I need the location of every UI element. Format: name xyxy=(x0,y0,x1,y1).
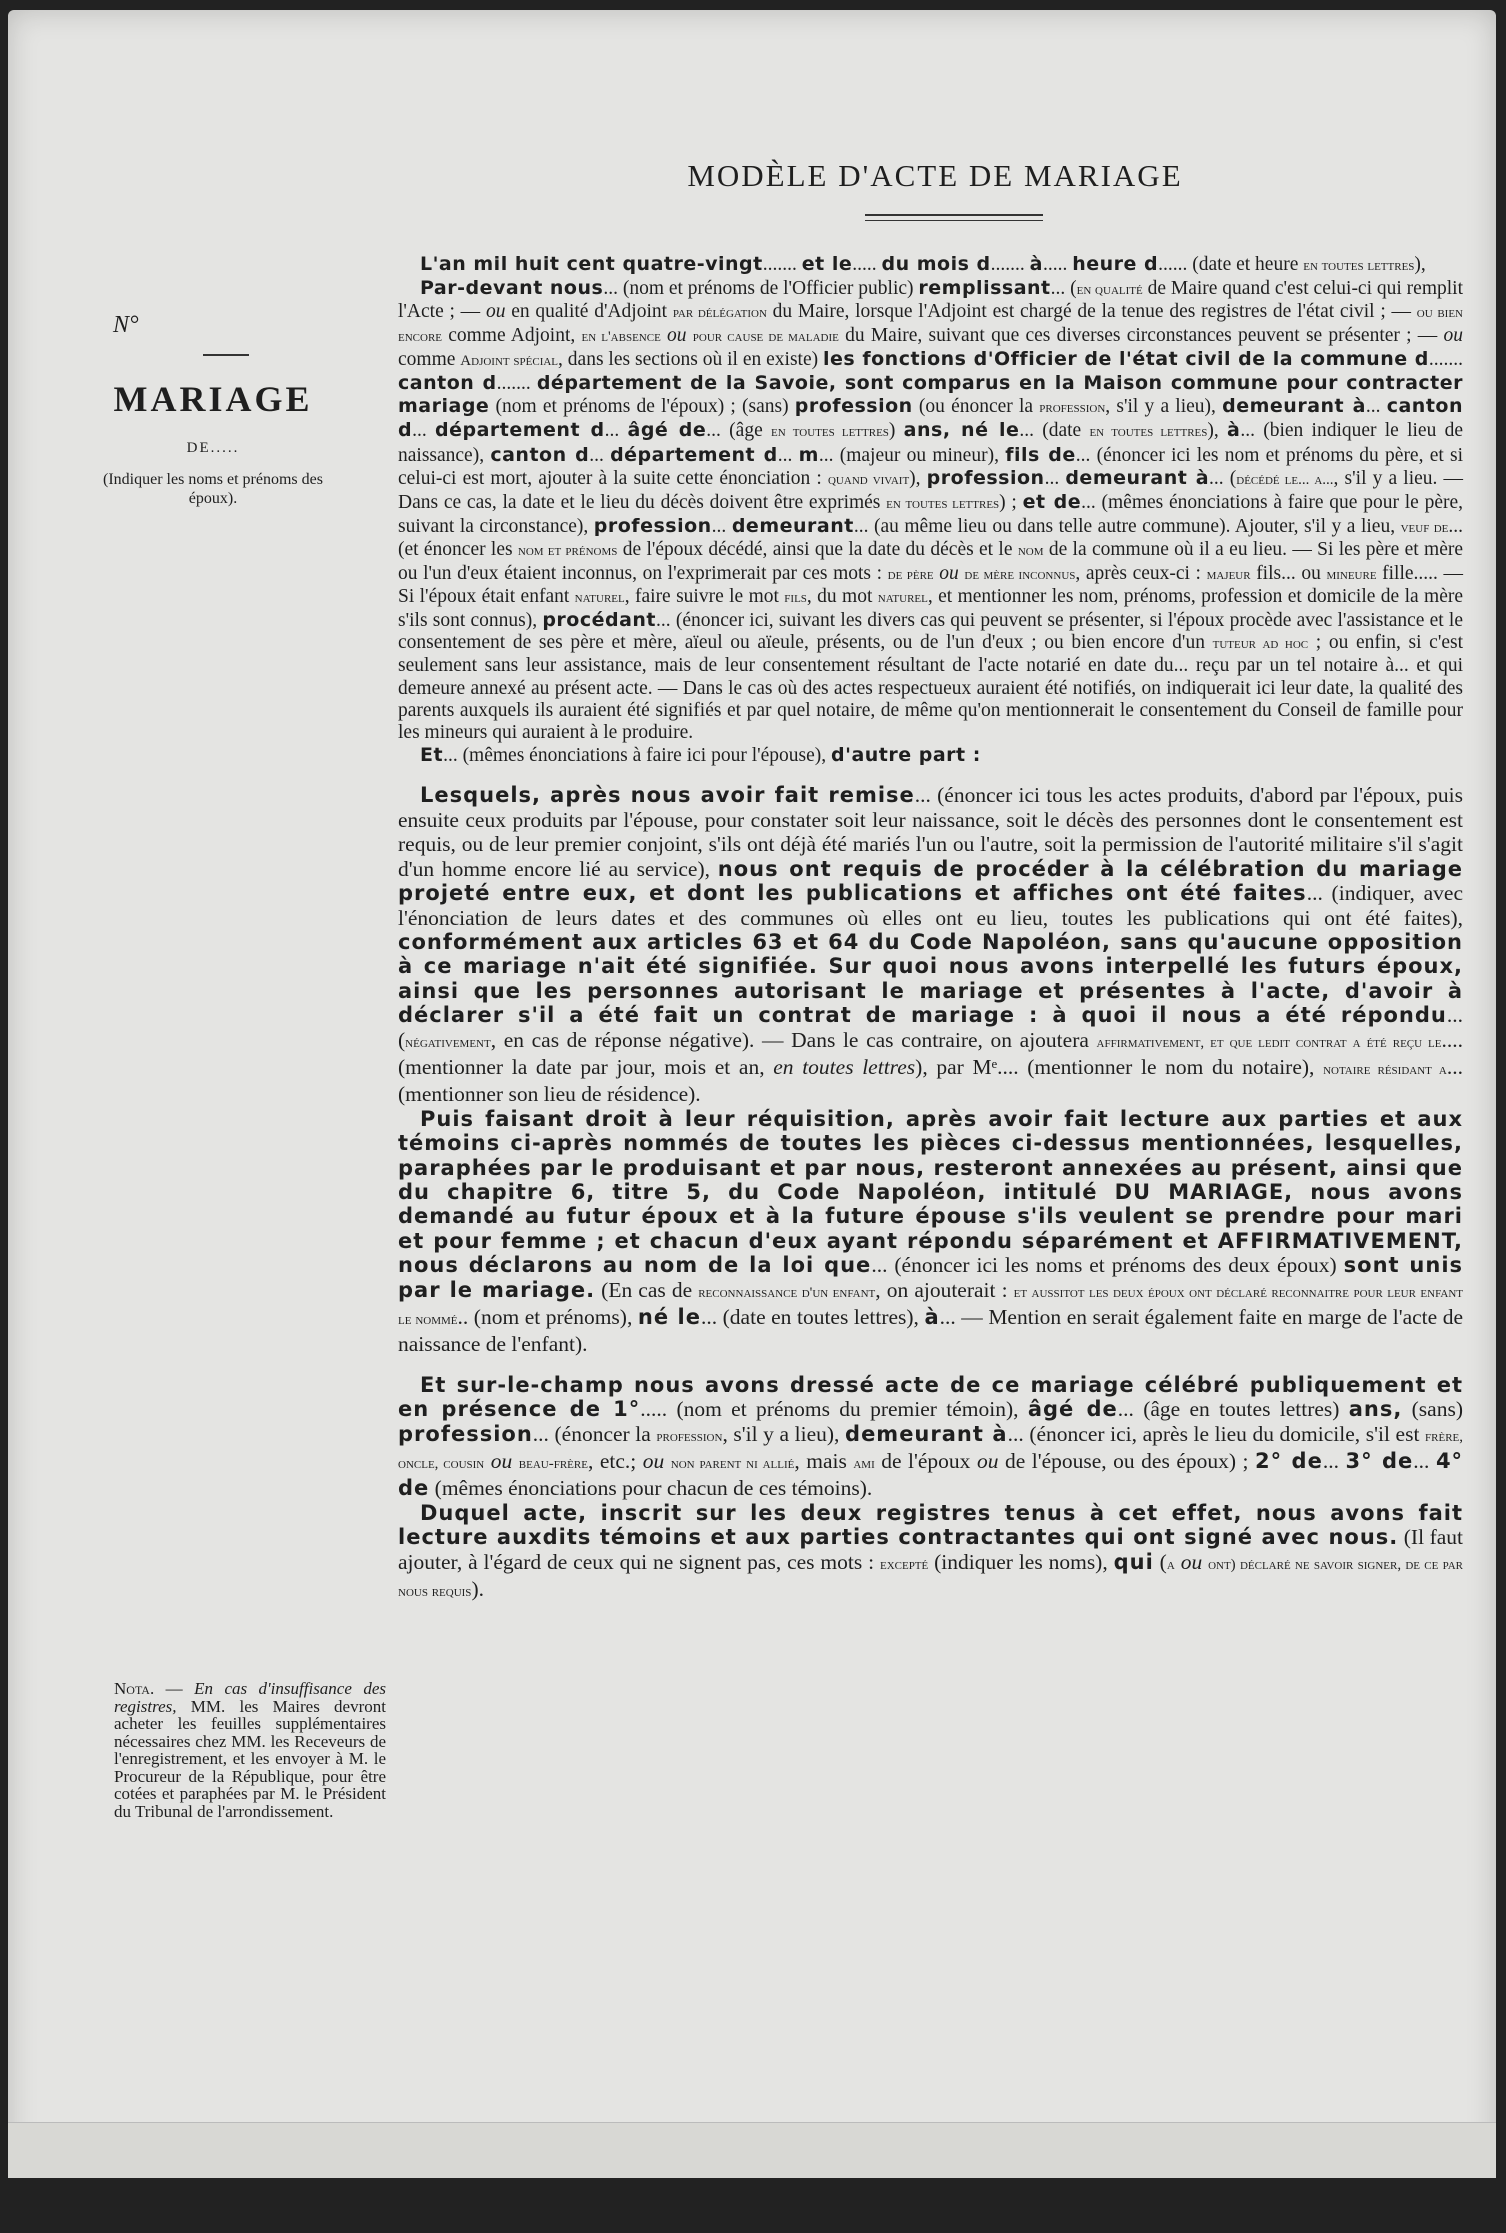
bold-run: 2° de xyxy=(1255,1449,1323,1474)
bold-run: m xyxy=(798,443,819,466)
act-body xyxy=(398,253,1463,1604)
nota-text: MM. les Maires devront acheter les feuilles supplémentaires nécessaires chez MM. les Receveurs de l'enregistrement, et les envoyer à M. le Procureur de la République, pour être cotées et paraphées par M. le Président du Tribunal de l'arrondissement. xyxy=(114,1696,386,1821)
paragraph-date xyxy=(398,253,1463,277)
small-caps-run: en toutes lettres xyxy=(886,496,1000,513)
text-run: , s'il y a lieu), xyxy=(722,1421,846,1446)
bold-run: âgé de xyxy=(1027,1397,1118,1422)
bold-run: remplissant xyxy=(918,277,1051,300)
text-run: (ou énoncer la xyxy=(912,396,1040,418)
nota-note: Nota. — En cas d'insuffisance des registres, MM. les Maires devront acheter les feuilles supplémentaires nécessaires chez MM. les Receveurs de l'enregistrement, et les envoyer à M. le Procureur de la République, pour être cotées et paraphées par M. le Président du Tribunal de l'arrondissement. xyxy=(114,1679,387,1821)
small-caps-run: veuf de xyxy=(1400,520,1449,537)
bold-run: Puis faisant droit à leur réquisition, après avoir fait lecture aux parties et aux témoins ci-après nommés de toutes les pièces ci-dessus mentionnées, lesquelles, paraphées par le produisant et par nous, resteront annexées au présent, ainsi que du chapitre 6, titre 5, du Code Napoléon, intitulé DU MARIAGE, nous avons demandé au futur époux et à la future épouse s'ils veulent se prendre pour mari et pour femme ; et chacun d'eux ayant répondu séparément et AFFIRMATIVEMENT, nous déclarons au nom de la loi que xyxy=(398,1106,1463,1278)
text-run: ), par Mᵉ.... (mentionner le nom du notaire), xyxy=(915,1054,1324,1079)
bold-run: département de la Savoie, sont comparus en la Maison commune pour contracter mariage xyxy=(398,372,1463,418)
small-caps-run: majeur xyxy=(1206,566,1251,583)
text-run: de l'époux xyxy=(874,1449,977,1474)
text-run: de l'époux décédé, ainsi que la date du décès et le xyxy=(617,539,1018,561)
text-run: comme xyxy=(398,348,461,370)
text-run: ), xyxy=(1414,254,1426,275)
text-run: , du mot xyxy=(806,585,878,607)
paragraph-declaration xyxy=(398,1107,1463,1357)
bold-run: et le xyxy=(801,253,853,275)
small-caps-run: nom xyxy=(1017,543,1044,560)
bold-run: département d xyxy=(434,419,605,442)
small-caps-run: par délégation xyxy=(672,305,767,322)
bold-run: à xyxy=(1029,253,1043,275)
bold-run: 3° de xyxy=(1345,1449,1414,1474)
italic-run: ou xyxy=(1180,1549,1203,1574)
text-run: , s'il y a lieu. — Dans ce cas, la date et le lieu du décès doivent être exprimés xyxy=(398,467,1464,514)
bold-run: ans, xyxy=(1348,1397,1403,1422)
bold-run: fils de xyxy=(1005,443,1076,466)
text-run: de la commune où il a eu lieu. — Si les père et mère ou l'un d'eux étaient inconnus, on l'exprimerait par ces mots : xyxy=(398,539,1463,584)
text-run: (sans) xyxy=(1402,1397,1463,1422)
text-run: ... (et énoncer les xyxy=(398,516,1464,561)
text-run: ... xyxy=(1322,1449,1346,1474)
text-run: ), xyxy=(909,467,927,489)
italic-run: ou xyxy=(667,324,687,346)
small-caps-run: en toutes lettres xyxy=(770,424,889,441)
text-run: , on ajouterait : xyxy=(875,1277,1014,1302)
bold-run: sont unis par le mariage. xyxy=(398,1253,1464,1302)
italic-run: ou xyxy=(485,301,506,323)
small-caps-run: a xyxy=(1166,1556,1175,1573)
text-run: ....... xyxy=(496,373,537,395)
italic-run: ou xyxy=(490,1449,513,1474)
text-run: ... (énoncer ici, après le lieu du domicile, s'il est xyxy=(1007,1421,1426,1446)
bold-run: et de xyxy=(1022,491,1082,514)
title-rule-thin xyxy=(865,220,1043,221)
italic-run: en toutes lettres xyxy=(773,1054,916,1079)
bold-run: procédant xyxy=(542,609,657,632)
text-run: ). xyxy=(471,1577,484,1602)
small-caps-run: ou bien encore xyxy=(398,305,1463,345)
text-run: ( xyxy=(1153,1549,1167,1574)
text-run: ... (mentionner son lieu de résidence). xyxy=(398,1054,1463,1107)
paragraph-bride xyxy=(398,744,1463,767)
text-run: ... (date xyxy=(1019,420,1090,442)
small-caps-run: décédé le... a... xyxy=(1236,471,1334,488)
text-run: ....... xyxy=(990,254,1030,275)
text-run: ... xyxy=(1413,1449,1436,1474)
bold-run: L'an mil huit cent quatre-vingt xyxy=(420,253,763,275)
text-run: comme Adjoint, xyxy=(442,324,582,346)
small-caps-run: naturel xyxy=(574,589,625,606)
text-run: ) ; xyxy=(999,492,1023,514)
italic-run: ou xyxy=(1443,324,1463,346)
text-run: ... (majeur ou mineur), xyxy=(818,444,1006,466)
small-caps-run: ami xyxy=(853,1456,875,1473)
text-run: ; ou enfin, si c'est seulement sans leur assistance, mais de leur consentement résultant de l'acte notarié en date du... reçu par un tel notaire à... et qui demeure annexé au présent acte. — Dans le cas où des actes respectueux auraient été notifiés, on indiquerait ici leur date, la qualité des parents auxquels ils auraient été signifiés et par quel notaire, de même qu'on mentionnerait le consentement du Conseil de famille pour les mineurs qui auraient à le produire. xyxy=(398,632,1464,744)
small-caps-run: en qualité xyxy=(1076,282,1143,299)
small-caps-run: pour cause de maladie xyxy=(692,328,839,345)
bold-run: Duquel acte, inscrit sur les deux registres tenus à cet effet, nous avons fait lecture auxdits témoins et aux parties contractantes qui ont signé avec nous. xyxy=(398,1500,1463,1550)
bold-run: profession xyxy=(593,515,712,538)
paragraph-witnesses xyxy=(398,1373,1463,1501)
small-caps-run: mineure xyxy=(1326,566,1377,583)
bold-run: profession xyxy=(794,395,913,418)
small-caps-run: notaire résidant a xyxy=(1323,1061,1447,1078)
text-run: (Il faut ajouter, à l'égard de ceux qui ne signent pas, ces mots : xyxy=(398,1525,1463,1574)
small-caps-run: beau-frère xyxy=(518,1456,588,1473)
text-run: , faire suivre le mot xyxy=(624,585,785,607)
paragraph-officer-and-groom xyxy=(398,277,1463,744)
text-run: ..... xyxy=(1042,254,1073,275)
bold-run: canton d xyxy=(490,443,590,466)
nota-italic: En cas d'insuffisance des registres, xyxy=(114,1679,387,1716)
italic-run: ou xyxy=(976,1449,999,1474)
text-run: ), xyxy=(1207,420,1228,442)
small-caps-run: non parent ni allié xyxy=(670,1456,795,1473)
small-caps-run: fils xyxy=(784,589,807,606)
paragraph-documents xyxy=(398,783,1463,1106)
bold-run: département d xyxy=(610,443,778,466)
text-run: ... xyxy=(777,444,799,466)
margin-de-line: DE..... xyxy=(186,440,240,456)
text-run: , mais xyxy=(794,1449,854,1474)
bold-run: à xyxy=(924,1305,940,1329)
text-run: ... (énoncer ici, suivant les divers cas qui peuvent se présenter, si l'époux procède avec l'assistance et le consentement de ses père et mère, aïeul ou aïeule, présents, ou de l'un d'eux ; ou bien encore d'un xyxy=(398,610,1463,654)
text-run: ... xyxy=(604,420,628,442)
text-run: ... ( xyxy=(1209,467,1237,489)
text-run: ... (énoncer la xyxy=(532,1421,657,1446)
text-run: ... (âge xyxy=(706,420,771,442)
page-bottom-edge xyxy=(8,2122,1496,2178)
title-rule xyxy=(865,214,1043,216)
small-caps-run: Adjoint spécial xyxy=(460,352,559,369)
text-run: ... (au même lieu ou dans telle autre commune). Ajouter, s'il y a lieu, xyxy=(853,516,1401,538)
text-run: .... (mentionner la date par jour, mois et an, xyxy=(398,1027,1463,1079)
small-caps-run: tuteur ad hoc xyxy=(1212,636,1309,653)
small-caps-run: profession xyxy=(1039,400,1106,417)
text-run: ... (bien indiquer le lieu de naissance), xyxy=(398,420,1463,466)
text-run: ....... xyxy=(1428,348,1463,370)
text-run: ... xyxy=(412,420,435,442)
text-run: (mêmes énonciations pour chacun de ces témoins). xyxy=(429,1476,873,1501)
text-run: , en cas de réponse négative). — Dans le cas contraire, on ajoutera xyxy=(490,1027,1097,1052)
text-run: ... — Mention en serait également faite en marge de l'acte de naissance de l'enfant). xyxy=(398,1305,1463,1357)
text-run: ... ( xyxy=(1050,278,1077,300)
text-run: .. (nom et prénoms), xyxy=(457,1305,638,1329)
bold-run: demeurant xyxy=(731,515,854,538)
text-run: (En cas de xyxy=(595,1277,699,1302)
bold-run: Et xyxy=(420,744,444,767)
text-run: ... xyxy=(1044,467,1066,489)
text-run: (nom et prénoms de l'époux) ; (sans) xyxy=(489,396,795,418)
text-run: , etc.; xyxy=(587,1449,643,1474)
bold-run: à xyxy=(1227,419,1241,442)
bold-run: qui xyxy=(1113,1549,1154,1574)
text-run: (indiquer les noms), xyxy=(928,1549,1114,1574)
margin-instruction: (Indiquer les noms et prénoms des époux). xyxy=(103,471,323,507)
small-caps-run: de père xyxy=(887,566,934,583)
margin-heading: MARIAGE xyxy=(113,379,313,419)
bold-run: conformément aux articles 63 et 64 du Code Napoléon, sans qu'aucune opposition à ce mariage n'ait été signifiée. Sur quoi nous avons interpellé les futurs époux, ainsi que les personnes autorisant le mariage et présentes à l'acte, d'avoir à déclarer s'il a été fait un contrat de mariage : à quoi il nous a été répondu xyxy=(398,929,1463,1028)
nota-label: Nota. xyxy=(114,1679,155,1698)
text-run: du Maire, lorsque l'Adjoint est chargé de la tenue des registres de l'état civil ; — xyxy=(766,301,1417,323)
small-caps-run: et aussitot les deux époux ont déclaré reconnaitre pour leur enfant le nommé xyxy=(398,1284,1463,1328)
bold-run: canton d xyxy=(398,372,497,395)
bold-run: âgé de xyxy=(627,419,707,442)
text-run: ... (âge en toutes lettres) xyxy=(1117,1397,1349,1422)
text-run: fille..... — Si l'époux était enfant xyxy=(398,562,1464,607)
text-run: ... (mêmes énonciations à faire ici pour l'épouse), xyxy=(443,745,832,767)
text-run: ) xyxy=(888,420,904,442)
bold-run: demeurant à xyxy=(1222,395,1366,418)
text-run: de Maire quand c'est celui-ci qui remplit l'Acte ; — xyxy=(398,278,1463,323)
text-run: ... (énoncer ici les nom et prénoms du père, et si celui-ci est mort, ajouter à la suite cette énonciation : xyxy=(398,444,1464,489)
text-run: , s'il y a lieu), xyxy=(1105,396,1223,418)
text-run: ... (énoncer ici les noms et prénoms des deux époux) xyxy=(871,1253,1344,1278)
bold-run: né le xyxy=(637,1305,701,1329)
small-caps-run: excepté xyxy=(879,1556,929,1573)
text-run: , après ceux-ci : xyxy=(1075,562,1207,584)
bold-run: ans, né le xyxy=(903,419,1020,442)
bold-run: Lesquels, après nous avoir fait remise xyxy=(420,783,915,808)
text-run: ... (indiquer, avec l'énonciation de leurs dates et des communes où elles ont eu lieu, toutes les publications qui ont été faites), xyxy=(398,881,1464,930)
small-caps-run: reconnaissance d'un enfant xyxy=(698,1284,876,1301)
small-caps-run: frère, oncle, cousin xyxy=(398,1428,1463,1473)
text-run: ....... xyxy=(762,254,802,275)
bold-run: 4° de xyxy=(398,1449,1464,1501)
text-run: , dans les sections où il en existe) xyxy=(558,348,824,370)
text-run: du Maire, suivant que ces diverses circonstances peuvent se présenter ; — xyxy=(838,324,1444,346)
text-run: ... ( xyxy=(398,1003,1463,1052)
text-run: ..... (nom et prénoms du premier témoin), xyxy=(640,1397,1028,1422)
bold-run: demeurant à xyxy=(1065,466,1210,489)
document-title: MODÈLE D'ACTE DE MARIAGE xyxy=(687,158,1183,193)
small-caps-run: naturel xyxy=(877,589,928,606)
text-run: , et mentionner les nom, prénoms, profession et domicile de la mère s'ils sont connus), xyxy=(398,585,1463,632)
act-number-label: N° xyxy=(113,312,139,338)
text-run: ... (énoncer ici tous les actes produits, d'abord par l'époux, puis ensuite ceux produits par l'épouse, pour constater soit leur naissance, soit le décès des personnes dont le consentement est requis, ou de leur premier conjoint, s'ils ont déjà été mariés l'un ou l'autre, soit la permission de l'autorité militaire s'il s'agit d'un homme encore lié au service), xyxy=(398,783,1463,881)
bold-run: heure d xyxy=(1072,253,1159,275)
bold-run: Et sur-le-champ nous avons dressé acte de ce mariage célébré publiquement et en présence de 1° xyxy=(398,1372,1463,1422)
text-run: en qualité d'Adjoint xyxy=(505,301,673,323)
bold-run: profession xyxy=(398,1421,533,1446)
bold-run: d'autre part : xyxy=(831,744,981,767)
italic-run: ou xyxy=(939,562,959,584)
small-caps-run: profession xyxy=(656,1428,723,1445)
small-caps-run: de mère inconnus xyxy=(964,566,1076,583)
text-run: fils... ou xyxy=(1250,562,1327,584)
small-caps-run: négativement xyxy=(405,1034,491,1051)
text-run: de l'épouse, ou des époux) ; xyxy=(998,1449,1255,1474)
small-caps-run: en toutes lettres xyxy=(1303,258,1415,274)
paragraph-signatures xyxy=(398,1501,1463,1605)
small-caps-run: nom et prénoms xyxy=(517,543,618,560)
text-run: ... xyxy=(589,444,611,466)
bold-run: nous ont requis de procéder à la célébration du mariage projeté entre eux, et dont les publications et affiches ont été faites xyxy=(398,856,1463,906)
small-caps-run: en toutes lettres xyxy=(1089,424,1208,441)
bold-run: Par-devant nous xyxy=(420,277,604,300)
italic-run: ou xyxy=(642,1449,665,1474)
small-caps-run: ont) déclaré ne savoir signer, de ce par nous requis xyxy=(398,1556,1463,1601)
small-caps-run: quand vivait xyxy=(827,471,910,488)
bold-run: les fonctions d'Officier de l'état civil de la commune d xyxy=(823,347,1429,370)
small-caps-run: affirmativement, et que ledit contrat a été reçu le xyxy=(1096,1034,1442,1051)
text-run: ..... xyxy=(852,254,882,275)
bold-run: profession xyxy=(926,466,1045,489)
text-run: ... xyxy=(1365,396,1387,418)
bold-run: demeurant à xyxy=(845,1421,1008,1446)
text-run: ...... (date et heure xyxy=(1158,254,1304,275)
text-run: ... (nom et prénoms de l'Officier public) xyxy=(603,278,919,300)
margin-rule xyxy=(203,354,249,356)
text-run: ... (date en toutes lettres), xyxy=(700,1305,925,1329)
text-run: ... xyxy=(711,516,732,538)
bold-run: canton d xyxy=(398,395,1463,442)
bold-run: du mois d xyxy=(881,253,991,275)
small-caps-run: en l'absence xyxy=(581,328,661,345)
text-run: ... (mêmes énonciations à faire que pour le père, suivant la circonstance), xyxy=(398,492,1463,538)
